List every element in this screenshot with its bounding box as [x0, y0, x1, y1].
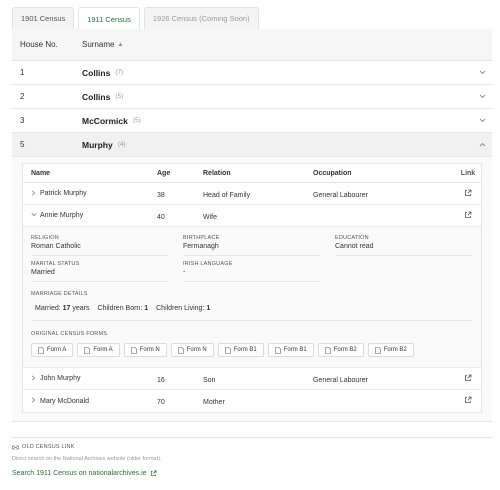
member-count: (5): [115, 93, 124, 100]
form-b2-button[interactable]: Form B2: [318, 343, 364, 357]
education-field: [335, 235, 374, 250]
person-occupation: [313, 214, 455, 217]
person-row[interactable]: [23, 390, 481, 412]
person-age: 40: [157, 213, 165, 221]
tab-1911-census[interactable]: 1911 Census: [78, 7, 140, 30]
person-name: Annie Murphy: [40, 212, 84, 219]
link-icon: [12, 445, 19, 450]
irish-language-value: -: [183, 269, 186, 276]
marriage-details: [35, 305, 210, 312]
tab-1926-census: 1926 Census (Coming Soon): [144, 7, 259, 29]
surname-cell: [82, 92, 472, 102]
header-relation: Relation: [203, 169, 231, 177]
header-age: Age: [157, 169, 171, 177]
married-years: Married: 17 years: [35, 305, 90, 312]
person-row[interactable]: [23, 183, 481, 205]
surname-cell: [82, 116, 472, 126]
person-relation: Mother: [203, 399, 225, 406]
person-detail-panel: [23, 227, 481, 368]
person-occupation: General Labourer: [313, 376, 368, 384]
field-divider: [31, 281, 169, 282]
census-tabs: [12, 7, 259, 29]
chevron-down-icon[interactable]: [472, 116, 492, 125]
household-row[interactable]: [12, 109, 492, 133]
birthplace-value: Fermanagh: [183, 243, 219, 250]
irish-language-field: [183, 261, 233, 276]
surname: McCormick: [82, 115, 128, 126]
marriage-details-label: MARRIAGE DETAILS: [31, 291, 88, 297]
house-number: 3: [20, 116, 25, 125]
household-row-expanded[interactable]: [12, 133, 492, 157]
old-census-link-description: Direct search on the National Archives website (older format).: [12, 456, 162, 462]
household-row[interactable]: [12, 85, 492, 109]
households-header: [12, 29, 492, 61]
children-living: Children Living: 1: [156, 305, 211, 312]
document-icon: [225, 347, 231, 354]
external-link-icon[interactable]: [455, 189, 481, 199]
tab-1901-census[interactable]: 1901 Census: [12, 7, 74, 29]
form-a-button[interactable]: Form A: [31, 343, 73, 357]
person-name-cell: [23, 375, 157, 383]
member-count: (5): [132, 117, 141, 124]
form-b2-button[interactable]: Form B2: [368, 343, 414, 357]
census-forms-list: [31, 343, 414, 357]
house-number: 1: [20, 68, 25, 77]
header-surname[interactable]: [82, 40, 492, 49]
person-relation: Head of Family: [203, 191, 251, 199]
header-surname-label: Surname: [82, 40, 115, 49]
household-members-panel: [12, 157, 492, 422]
surname: Murphy: [82, 139, 113, 150]
children-born: Children Born: 1: [97, 305, 149, 312]
person-age: 16: [157, 376, 165, 384]
house-number: 2: [20, 92, 25, 101]
document-icon: [84, 347, 90, 354]
birthplace-field: [183, 235, 219, 250]
national-archives-link[interactable]: Search 1911 Census on nationalarchives.ie: [12, 470, 492, 477]
person-name: John Murphy: [40, 375, 81, 382]
form-n-button[interactable]: Form N: [171, 343, 214, 357]
households-table: [12, 29, 492, 422]
person-name-cell: [23, 190, 157, 198]
person-relation: Wife: [203, 213, 217, 221]
education-label: EDUCATION: [335, 235, 369, 241]
person-name-cell: [23, 212, 157, 219]
marital-status-field: [31, 261, 79, 276]
chevron-down-icon[interactable]: [472, 68, 492, 77]
surname: Collins: [82, 67, 111, 78]
header-name: Name: [31, 169, 51, 177]
document-icon: [178, 347, 184, 354]
field-divider: [335, 255, 473, 256]
religion-label: RELIGION: [31, 235, 59, 241]
document-icon: [38, 347, 44, 354]
chevron-down-icon[interactable]: [472, 92, 492, 101]
form-a-button[interactable]: Form A: [77, 343, 119, 357]
person-occupation: General Labourer: [313, 191, 368, 199]
old-census-link-section: [12, 437, 492, 477]
old-census-link-title: OLD CENSUS LINK: [12, 444, 492, 450]
member-count: (7): [115, 69, 124, 76]
form-b1-button[interactable]: Form B1: [268, 343, 314, 357]
religion-field: [31, 235, 81, 250]
members-table: [22, 163, 482, 413]
surname-cell: [82, 140, 472, 150]
field-divider: [183, 255, 321, 256]
header-link: Link: [460, 169, 476, 177]
document-icon: [325, 347, 331, 354]
birthplace-label: BIRTHPLACE: [183, 235, 220, 241]
document-icon: [375, 347, 381, 354]
external-link-icon[interactable]: [455, 211, 481, 221]
sort-ascending-icon[interactable]: ▲: [117, 41, 124, 48]
surname: Collins: [82, 91, 111, 102]
person-occupation: [313, 400, 455, 403]
field-divider: [31, 255, 169, 256]
person-age: 70: [157, 399, 165, 406]
person-name: Mary McDonald: [40, 397, 90, 405]
member-count: (4): [117, 141, 126, 148]
members-header: [23, 164, 481, 183]
person-row-expanded[interactable]: [23, 205, 481, 227]
chevron-up-icon[interactable]: [472, 140, 492, 149]
person-name-cell: [23, 397, 157, 405]
marital-status-value: Married: [31, 269, 55, 276]
external-link-icon[interactable]: [455, 396, 481, 406]
chevron-right-icon[interactable]: [31, 190, 37, 198]
person-relation: Son: [203, 376, 216, 384]
surname-cell: [82, 68, 472, 78]
census-forms-label: ORIGINAL CENSUS FORMS: [31, 331, 108, 337]
form-n-button[interactable]: Form N: [124, 343, 167, 357]
document-icon: [275, 347, 281, 354]
header-occupation: Occupation: [313, 169, 352, 177]
external-link-icon: [150, 470, 157, 477]
chevron-right-icon[interactable]: [31, 397, 37, 405]
field-divider: [183, 281, 321, 282]
document-icon: [131, 347, 137, 354]
household-row[interactable]: [12, 61, 492, 85]
person-row[interactable]: [23, 368, 481, 390]
external-link-icon[interactable]: [455, 374, 481, 384]
house-number: 5: [20, 140, 25, 149]
chevron-right-icon[interactable]: [31, 375, 37, 383]
person-name: Patrick Murphy: [40, 190, 87, 197]
header-house-no: House No.: [20, 40, 58, 49]
section-divider: [31, 320, 473, 321]
person-age: 38: [157, 191, 165, 199]
marital-status-label: MARITAL STATUS: [31, 261, 80, 267]
irish-language-label: IRISH LANGUAGE: [183, 261, 233, 267]
education-value: Cannot read: [335, 243, 374, 250]
chevron-down-icon[interactable]: [31, 212, 37, 219]
religion-value: Roman Catholic: [31, 243, 81, 250]
form-b1-button[interactable]: Form B1: [218, 343, 264, 357]
